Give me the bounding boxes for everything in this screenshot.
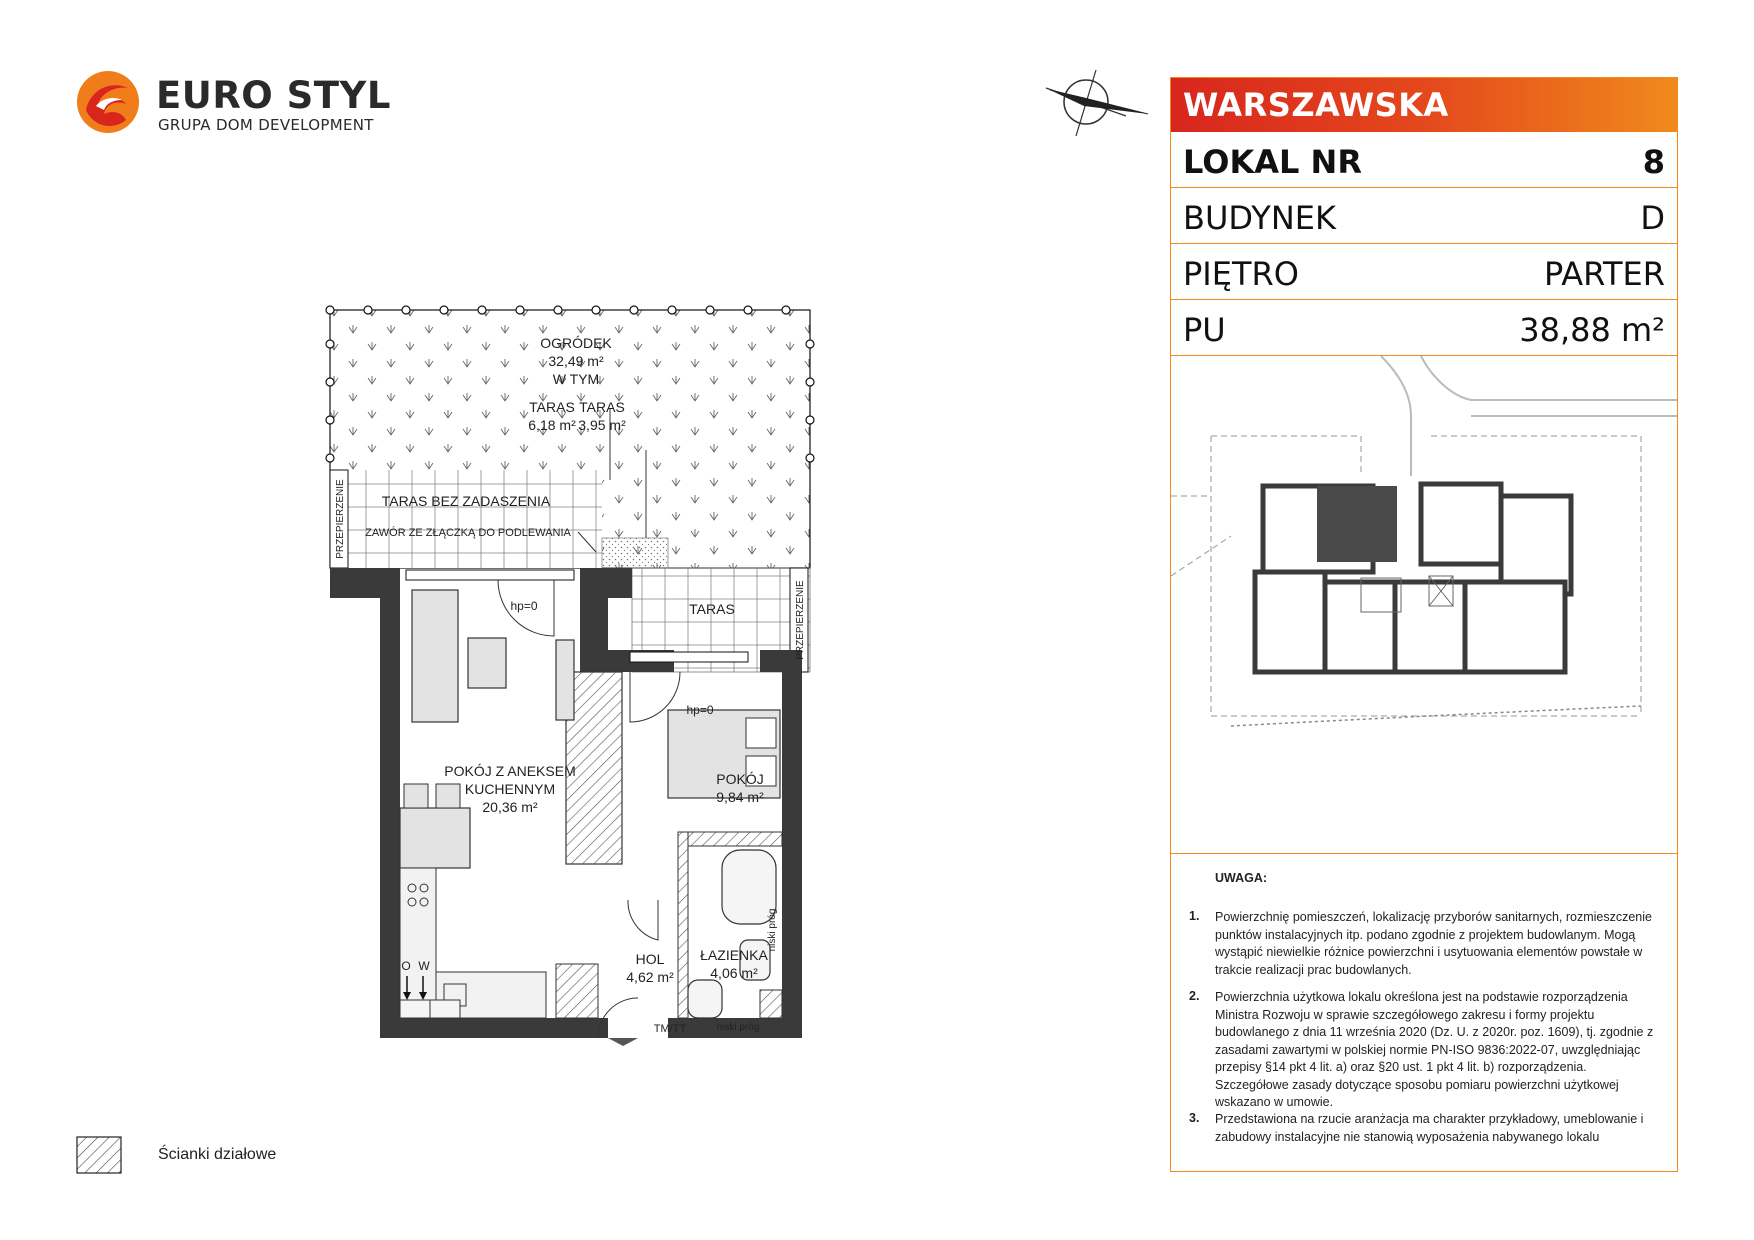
floor-plan-drawing: [320, 300, 840, 1080]
row-budynek: [1171, 188, 1677, 244]
terrace2-name: TARAS: [579, 399, 625, 415]
lokal-label: LOKAL NR: [1183, 143, 1362, 181]
partition-right-label: PRZEPIERZENIE: [795, 580, 806, 660]
terrace-small-label: TARAS: [689, 601, 735, 617]
pu-value: 38,88 m²: [1519, 311, 1665, 349]
o-label: O: [401, 959, 411, 973]
note-number: 1.: [1189, 909, 1200, 923]
low-threshold-1: niski próg: [767, 908, 778, 952]
terrace2-area: 3,95 m²: [578, 417, 626, 433]
hall-area: 4,62 m²: [626, 969, 674, 985]
pietro-label: PIĘTRO: [1183, 255, 1299, 293]
hp-label-2: hp=0: [686, 703, 714, 717]
logo-name: EURO STYL: [156, 74, 391, 117]
site-plan-drawing: [1171, 356, 1677, 854]
logo-flame-icon: [76, 70, 140, 134]
note-text: Powierzchnię pomieszczeń, lokalizację przyborów sanitarnych, rozmieszczenie punktów instalacyjnych itp. podano zgodnie z projektem budowlanym. Mogą wystąpić niewielkie różnice powierzchni i usytuowania elementów powstałe w trakcie realizacji prac budowlanych.: [1215, 910, 1652, 977]
info-panel: [1170, 77, 1678, 1172]
w-label: W: [418, 959, 430, 973]
living-name-1: POKÓJ Z ANEKSEM: [444, 763, 576, 779]
low-threshold-2: niski próg: [716, 1022, 760, 1033]
bath-area: 4,06 m²: [710, 965, 758, 981]
room-area: 9,84 m²: [716, 789, 764, 805]
pietro-value: PARTER: [1543, 255, 1665, 293]
legend-label: Ścianki działowe: [158, 1146, 277, 1163]
row-lokal: [1171, 132, 1677, 188]
notes-title: UWAGA:: [1215, 871, 1268, 885]
tmtt-label: TM/TT: [653, 1023, 687, 1035]
eurostyl-logo: [76, 70, 391, 140]
hatch-swatch-icon: [76, 1136, 122, 1174]
living-name-2: KUCHENNYM: [464, 781, 556, 797]
note-number: 2.: [1189, 989, 1200, 1003]
panel-title: WARSZAWSKA: [1183, 86, 1449, 124]
terrace-open-label: TARAS BEZ ZADASZENIA: [381, 493, 551, 509]
garden-area: 32,49 m²: [548, 353, 604, 369]
notes-section: [1171, 855, 1677, 1171]
logo-subtitle: GRUPA DOM DEVELOPMENT: [158, 116, 374, 134]
compass: [1040, 66, 1160, 142]
note-text: Przedstawiona na rzucie aranżacja ma charakter przykładowy, umeblowanie i zabudowy instalacyjne nie stanowią wyposażenia nabywanego lokalu: [1215, 1112, 1644, 1144]
row-pu: [1171, 300, 1677, 356]
north-arrow-icon: [1040, 66, 1160, 142]
hall-name: HOL: [635, 951, 665, 967]
pu-label: PU: [1183, 311, 1226, 349]
budynek-label: BUDYNEK: [1183, 199, 1336, 237]
garden-incl: W TYM: [552, 371, 600, 387]
legend: [76, 1136, 396, 1176]
living-area: 20,36 m²: [482, 799, 538, 815]
bath-name: ŁAZIENKA: [700, 947, 768, 963]
terrace1-area: 6,18 m²: [528, 417, 576, 433]
valve-label: ZAWÓR ZE ZŁĄCZKĄ DO PODLEWANIA: [365, 527, 571, 539]
partition-left-label: PRZEPIERZENIE: [335, 479, 346, 559]
note-text: Powierzchnia użytkowa lokalu określona jest na podstawie rozporządzenia Ministra Rozwoju w sprawie szczegółowego zakresu i formy projektu budowlanego z dnia 11 września 2020 (Dz. U. z 2020r. poz. 1609), tj. zgodnie z zasadami zawartymi w polskiej normie PN-ISO 9836:2022-07, uwzględniając przepisy §14 pkt 4 lit. a) oraz §20 ust. 1 pkt 4 lit. b) rozporządzenia. Szczegółowe zasady dotyczące sposobu pomiaru powierzchni użytkowej wskazano w umowie.: [1215, 990, 1654, 1109]
room-name: POKÓJ: [716, 771, 764, 787]
budynek-value: D: [1640, 199, 1665, 237]
lokal-value: 8: [1642, 143, 1665, 181]
terrace1-name: TARAS: [529, 399, 575, 415]
hp-label-1: hp=0: [510, 599, 538, 613]
garden-name: OGRÓDEK: [540, 335, 612, 351]
panel-title-bar: [1171, 78, 1677, 132]
note-number: 3.: [1189, 1111, 1200, 1125]
site-plan: [1171, 356, 1677, 854]
row-pietro: [1171, 244, 1677, 300]
floor-plan: [320, 300, 840, 1080]
